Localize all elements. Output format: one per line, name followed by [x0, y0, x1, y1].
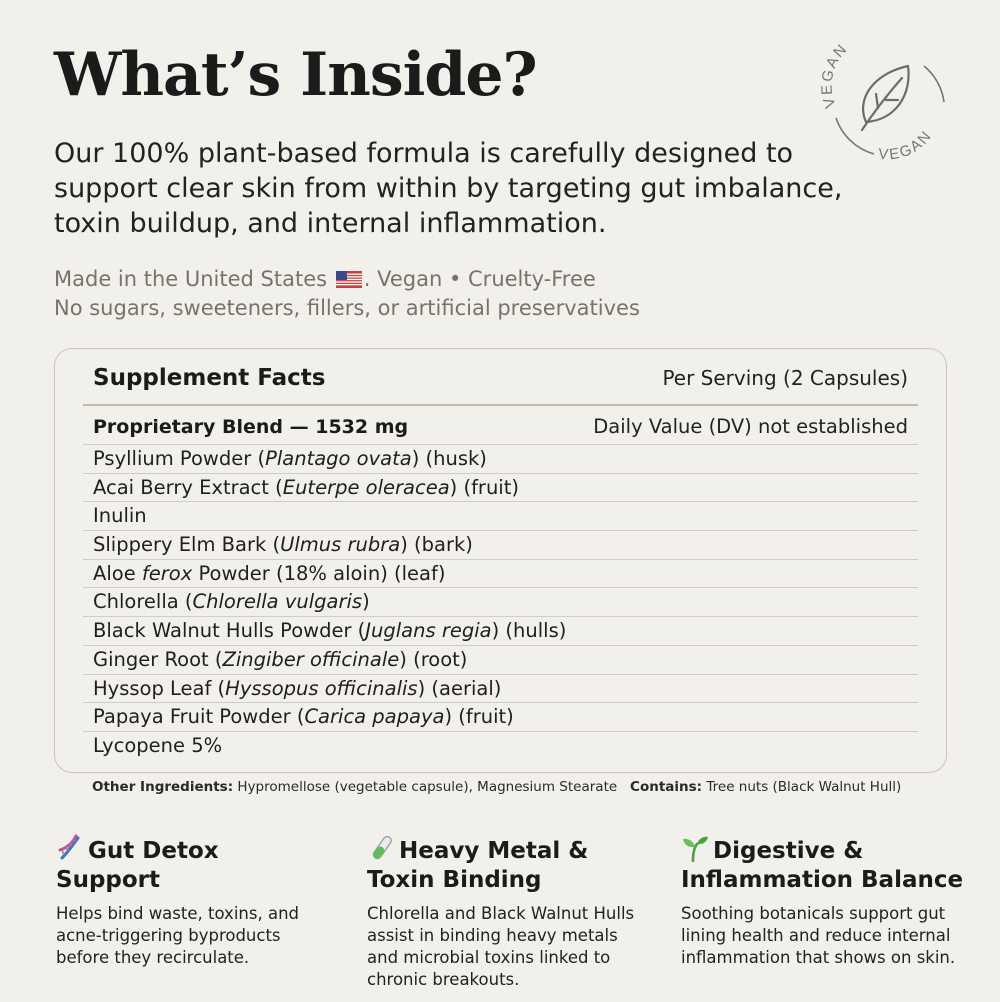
feature-body: Helps bind waste, toxins, and acne-triggering byproducts before they recirculate. — [56, 904, 299, 967]
dna-icon — [56, 834, 84, 862]
badge-text-bottom: VEGAN — [877, 126, 936, 164]
other-ingredients-value: Hypromellose (vegetable capsule), Magnesium Stearate — [233, 779, 618, 795]
ingredient-row: Inulin — [83, 501, 918, 530]
test-tube-icon — [367, 834, 395, 862]
feature-title: Digestive & Inflammation Balance — [681, 834, 981, 895]
leaf-icon — [862, 66, 909, 130]
other-ingredients-line — [92, 779, 901, 795]
product-meta — [54, 265, 640, 323]
feature-body: Chlorella and Black Walnut Hulls assist in binding heavy metals and microbial toxins linked to chronic breakouts. — [367, 904, 635, 989]
ingredient-row: Aloe ferox Powder (18% aloin) (leaf) — [83, 559, 918, 588]
feature-gut-detox — [56, 834, 326, 969]
feature-heavy-metal — [367, 834, 652, 991]
facts-title: Supplement Facts — [93, 365, 326, 391]
meta-line-origin — [54, 265, 640, 294]
feature-digestive — [681, 834, 981, 969]
feature-title: Heavy Metal & Toxin Binding — [367, 834, 652, 895]
badge-text-top: VEGAN — [818, 40, 852, 111]
us-flag-icon — [336, 271, 362, 288]
contains-label: Contains: — [630, 779, 703, 795]
ingredient-list — [83, 444, 918, 760]
other-ingredients-label: Other Ingredients: — [92, 779, 234, 795]
ingredient-row: Slippery Elm Bark (Ulmus rubra) (bark) — [83, 530, 918, 559]
ingredient-row: Chlorella (Chlorella vulgaris) — [83, 587, 918, 616]
intro-paragraph: Our 100% plant-based formula is carefully designed to support clear skin from within by targeting gut imbalance, toxin buildup, and internal inflammation. — [54, 138, 843, 239]
serving-size: Per Serving (2 Capsules) — [662, 366, 908, 390]
ingredient-row: Black Walnut Hulls Powder (Juglans regia) (hulls) — [83, 616, 918, 645]
meta-line-no-sugars: No sugars, sweeteners, fillers, or artificial preservatives — [54, 296, 640, 320]
contains-value: Tree nuts (Black Walnut Hull) — [702, 779, 902, 795]
vegan-badge — [816, 30, 952, 166]
feature-body: Soothing botanicals support gut lining health and reduce internal inflammation that shows on skin. — [681, 904, 956, 967]
ingredient-row: Papaya Fruit Powder (Carica papaya) (fruit) — [83, 702, 918, 731]
ingredient-row: Hyssop Leaf (Hyssopus officinalis) (aerial) — [83, 674, 918, 703]
page-title: What’s Inside? — [54, 40, 537, 110]
ingredient-row: Lycopene 5% — [83, 731, 918, 760]
header-divider — [83, 404, 918, 406]
blend-name: Proprietary Blend — 1532 mg — [93, 416, 409, 438]
ingredient-row: Psyllium Powder (Plantago ovata) (husk) — [83, 444, 918, 473]
daily-value-note: Daily Value (DV) not established — [593, 415, 908, 438]
meta-vegan-text: . Vegan • Cruelty-Free — [363, 267, 596, 291]
ingredient-row: Acai Berry Extract (Euterpe oleracea) (fruit) — [83, 473, 918, 502]
facts-header — [93, 365, 908, 391]
ingredient-row: Ginger Root (Zingiber officinale) (root) — [83, 645, 918, 674]
meta-origin-text: Made in the United States — [54, 267, 328, 291]
seedling-icon — [681, 834, 709, 862]
supplement-facts-panel — [54, 348, 947, 773]
feature-title: Gut Detox Support — [56, 834, 326, 895]
blend-row — [93, 415, 908, 438]
